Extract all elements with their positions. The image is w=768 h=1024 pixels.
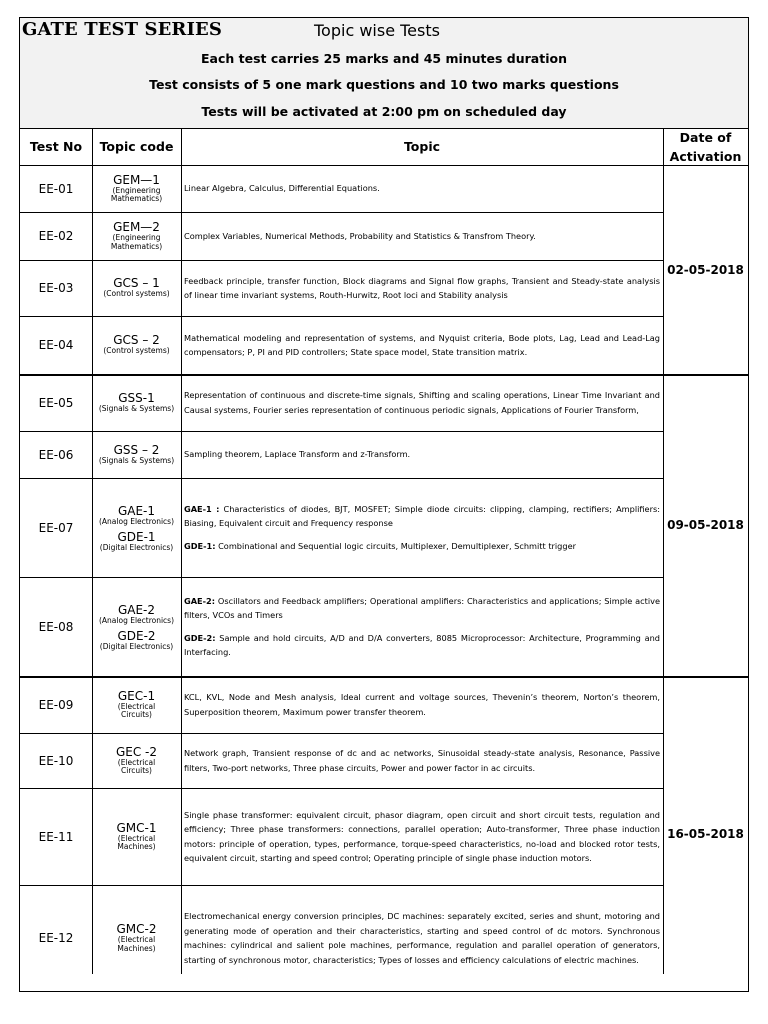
topic-cell — [181, 431, 663, 478]
topic-text: Electromechanical energy conversion principles, DC machines: separately excited, series and shunt, motoring and generating mode of operation and their characteristics, starting and speed control of dc motors. Synchronous machines: cylindrical and salient pole machines, performance, regulation and parallel operation of generators, starting of synchronous motor, characteristics; Types of losses and efficiency calculations of electric machines. — [184, 911, 660, 965]
topic-paragraph — [184, 631, 660, 660]
subject-name: (Engineering Mathematics) — [110, 233, 163, 251]
subject-name: (Electrical Circuits) — [117, 701, 156, 720]
test-no-cell — [20, 676, 92, 733]
topic-code: GMC-1 — [116, 820, 157, 835]
topic-text: Linear Algebra, Calculus, Differential Equations. — [184, 183, 380, 194]
topic-code-cell — [92, 885, 181, 991]
series-title: GATE TEST SERIES — [22, 19, 222, 40]
topic-code-cell — [92, 676, 181, 733]
question-pattern-note: Test consists of 5 one mark questions and 10 two marks questions — [149, 77, 619, 92]
header-topic-label: Topic — [403, 139, 441, 154]
topic-code: GEC-1 — [117, 688, 156, 703]
topic-description: Oscillators and Feedback amplifiers; Operational amplifiers: Characteristics and applications; Simple active filters, VCOs and Timers — [184, 595, 660, 620]
topic-code: GMC-2 — [116, 922, 157, 937]
marks-duration-note: Each test carries 25 marks and 45 minutes duration — [201, 51, 567, 66]
test-no-cell — [20, 788, 92, 885]
topic-code-cell — [92, 577, 181, 676]
topic-text — [184, 594, 660, 660]
topic-text: KCL, KVL, Node and Mesh analysis, Ideal current and voltage sources, Thevenin’s theorem, Norton’s theorem, Superposition theorem, Maximum power transfer theorem. — [184, 692, 660, 717]
test-no: EE-07 — [38, 520, 74, 535]
test-no-cell — [20, 316, 92, 374]
topic-cell — [181, 676, 663, 733]
activation-date: 16-05-2018 — [667, 826, 744, 841]
topic-tag: GAE-1 : — [184, 503, 220, 514]
topic-title: Topic wise Tests — [314, 21, 440, 40]
topic-code-cell — [92, 260, 181, 316]
topic-tag: GAE-2: — [184, 595, 216, 606]
test-no: EE-06 — [38, 447, 74, 462]
topic-cell — [181, 212, 663, 260]
activation-date-cell — [663, 374, 748, 676]
header-test-no — [20, 128, 92, 165]
topic-code: GAE-1 — [117, 504, 156, 519]
subject-name: (Analog Electronics) — [98, 616, 175, 626]
topic-code-cell — [92, 374, 181, 431]
topic-code-cell — [92, 733, 181, 788]
topic-code: GEC -2 — [115, 744, 158, 759]
subject-name: (Engineering Mathematics) — [110, 185, 163, 204]
activation-date: 09-05-2018 — [667, 518, 744, 532]
header-topic-code-label: Topic code — [99, 139, 174, 154]
topic-cell — [181, 788, 663, 885]
topic-cell — [181, 165, 663, 212]
topic-paragraph — [184, 502, 660, 531]
test-no: EE-04 — [38, 338, 74, 352]
topic-code: GEM—1 — [113, 172, 160, 187]
topic-code: GCS – 1 — [113, 276, 160, 291]
subject-name: (Control systems) — [103, 289, 170, 299]
topic-code-cell — [92, 788, 181, 885]
topic-text — [184, 502, 660, 554]
subject-name-secondary: (Digital Electronics) — [99, 542, 174, 552]
test-no-cell — [20, 374, 92, 431]
test-no-cell — [20, 885, 92, 991]
test-no: EE-10 — [38, 753, 74, 768]
subject-name: (Analog Electronics) — [98, 517, 175, 527]
topic-paragraph — [184, 594, 660, 623]
topic-code-cell — [92, 478, 181, 577]
topic-text: Sampling theorem, Laplace Transform and z-Transform. — [184, 449, 411, 460]
subject-name: (Electrical Machines) — [117, 833, 156, 852]
subject-name: (Signals & Systems) — [98, 403, 175, 413]
topic-code: GEM—2 — [113, 220, 160, 235]
test-no-cell — [20, 260, 92, 316]
topic-description: Combinational and Sequential logic circuits, Multiplexer, Demultiplexer, Schmitt trigger — [215, 540, 576, 551]
activation-date: 02-05-2018 — [667, 262, 744, 277]
topic-code-cell — [92, 431, 181, 478]
test-no: EE-05 — [38, 395, 74, 410]
topic-code-secondary: GDE-2 — [117, 628, 156, 643]
test-no: EE-09 — [38, 697, 74, 712]
topic-text: Complex Variables, Numerical Methods, Probability and Statistics & Transfrom Theory. — [184, 230, 536, 241]
topic-cell — [181, 316, 663, 374]
subject-name: (Electrical Circuits) — [117, 757, 156, 776]
topic-text: Network graph, Transient response of dc and ac networks, Sinusoidal steady-state analysis, Resonance, Passive filters, Two-port networks, Three phase circuits, Power and power factor in ac circuits. — [184, 748, 660, 773]
test-schedule-sheet — [19, 17, 749, 992]
subject-name: (Control systems) — [103, 346, 170, 356]
test-no: EE-01 — [38, 181, 74, 196]
topic-code-cell — [92, 165, 181, 212]
topic-code: GSS-1 — [118, 390, 155, 405]
topic-tag: GDE-2: — [184, 632, 216, 643]
topic-tag: GDE-1: — [184, 540, 216, 551]
topic-cell — [181, 260, 663, 316]
table-column-rule — [663, 128, 664, 974]
header-topic-code — [92, 128, 181, 165]
activation-date-cell — [663, 676, 748, 991]
topic-cell — [181, 733, 663, 788]
test-no-cell — [20, 212, 92, 260]
topic-cell — [181, 478, 663, 577]
subject-name-secondary: (Digital Electronics) — [99, 641, 174, 651]
header-topic — [181, 128, 663, 165]
subject-name: (Signals & Systems) — [98, 455, 175, 465]
topic-code: GSS – 2 — [113, 442, 160, 457]
test-no: EE-08 — [38, 619, 74, 634]
topic-description: Characteristics of diodes, BJT, MOSFET; Simple diode circuits: clipping, clamping, rectifiers; Amplifiers: Biasing, Equivalent circuit and Frequency response — [184, 503, 660, 529]
topic-code: GCS – 2 — [113, 333, 160, 348]
topic-code-cell — [92, 316, 181, 374]
test-no: EE-02 — [38, 229, 74, 243]
topic-text: Single phase transformer: equivalent circuit, phasor diagram, open circuit and short circuit tests, regulation and efficiency; Three phase transformers: connections, parallel operation; Auto-transformer, Three phase induction motors: principle of operation, types, performance, torque-speed characteristics, no-load and blocked rotor tests, equivalent circuit, starting and speed control; Operating principle of single phase induction motors. — [184, 809, 660, 863]
test-no-cell — [20, 165, 92, 212]
topic-text: Representation of continuous and discrete-time signals, Shifting and scaling operations, Linear Time Invariant and Causal systems, Fourier series representation of continuous periodic signals, Applications of Fourier Transform, — [184, 390, 660, 415]
activation-time-note: Tests will be activated at 2:00 pm on scheduled day — [201, 104, 567, 119]
activation-date-cell — [663, 165, 748, 374]
schedule-banner — [20, 18, 748, 129]
test-no-cell — [20, 431, 92, 478]
topic-text: Feedback principle, transfer function, Block diagrams and Signal flow graphs, Transient and Steady-state analysis of linear time invariant systems, Routh-Hurwitz, Root loci and Stability analysis — [184, 275, 660, 300]
topic-text: Mathematical modeling and representation of systems, and Nyquist criteria, Bode plots, Lag, Lead and Lead-Lag compensators; P, PI and PID controllers; State space model, State transition matrix. — [184, 332, 660, 357]
topic-code-cell — [92, 212, 181, 260]
test-no: EE-11 — [38, 829, 74, 844]
topic-cell — [181, 374, 663, 431]
paragraph-gap — [184, 531, 660, 539]
test-no: EE-03 — [38, 281, 74, 295]
table-column-rule — [92, 128, 93, 974]
topic-code-secondary: GDE-1 — [117, 529, 156, 544]
topic-paragraph — [184, 539, 660, 554]
topic-cell — [181, 885, 663, 991]
header-date-of-activation-label: Date of Activation — [669, 129, 742, 164]
topic-description: Sample and hold circuits, A/D and D/A converters, 8085 Microprocessor: Architecture, Programming and Interfacing. — [184, 632, 660, 657]
header-date-of-activation — [663, 128, 748, 165]
table-column-rule — [181, 128, 182, 974]
paragraph-gap — [184, 623, 660, 631]
test-no-cell — [20, 478, 92, 577]
test-no-cell — [20, 733, 92, 788]
subject-name: (Electrical Machines) — [117, 935, 156, 953]
topic-code: GAE-2 — [117, 603, 156, 618]
topic-cell — [181, 577, 663, 676]
test-no-cell — [20, 577, 92, 676]
header-test-no-label: Test No — [29, 139, 83, 154]
test-no: EE-12 — [38, 931, 74, 945]
